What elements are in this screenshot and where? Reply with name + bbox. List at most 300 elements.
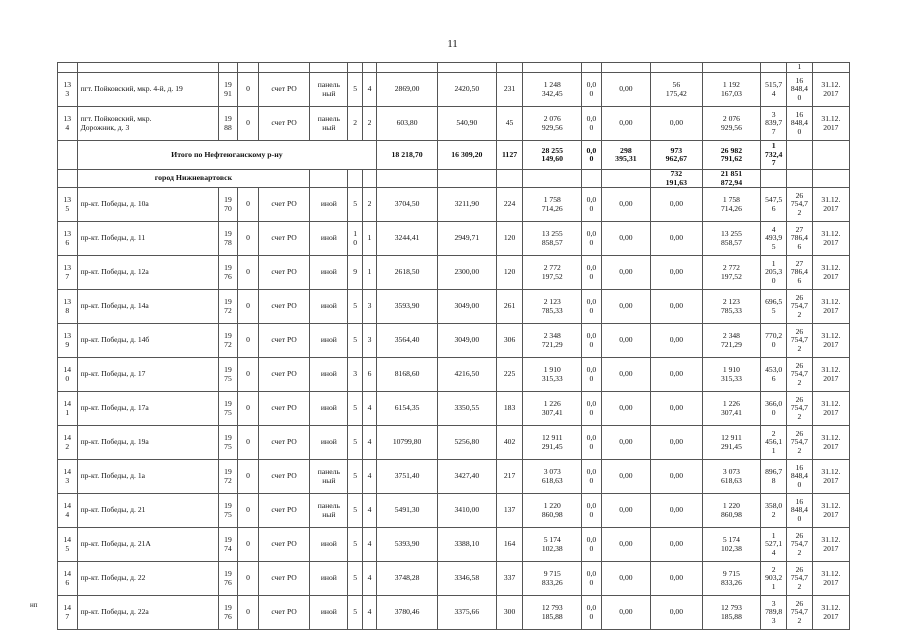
cost-col-d: 1 910 315,33	[702, 358, 761, 392]
total-area: 3593,90	[377, 290, 438, 324]
build-year: 19 75	[218, 358, 238, 392]
max-unit-cost: 26 754,7 2	[787, 324, 813, 358]
residents: 183	[496, 392, 523, 426]
cost-col-a: 0,0 0	[582, 324, 602, 358]
table-row	[58, 324, 850, 358]
cost-col-c: 0,00	[651, 596, 702, 630]
table-row	[58, 494, 850, 528]
address: пр-кт. Победы, д. 22а	[77, 596, 218, 630]
cost-col-d: 2 076 929,56	[702, 107, 761, 141]
zero-col: 0	[238, 188, 259, 222]
residents: 164	[496, 528, 523, 562]
unit-cost: 4 493,9 5	[761, 222, 787, 256]
cost-col-d: 9 715 833,26	[702, 562, 761, 596]
deadline: 31.12. 2017	[812, 460, 849, 494]
district-total-row	[58, 141, 850, 170]
total-cost: 12 911 291,45	[523, 426, 582, 460]
row-number	[58, 170, 78, 188]
cost-col-a: 0,0 0	[582, 107, 602, 141]
residents: 337	[496, 562, 523, 596]
residents: 402	[496, 426, 523, 460]
entrances: 1	[362, 256, 376, 290]
fund-method: счет РО	[258, 222, 309, 256]
total-cost: 2 076 929,56	[523, 107, 582, 141]
max-unit-cost: 16 848,4 0	[787, 107, 813, 141]
build-year: 19 74	[218, 528, 238, 562]
wall-material: иной	[310, 596, 348, 630]
entrances	[362, 170, 376, 188]
residents: 231	[496, 73, 523, 107]
deadline: 31.12. 2017	[812, 426, 849, 460]
address: пр-кт. Победы, д. 12а	[77, 256, 218, 290]
table-row	[58, 358, 850, 392]
cost-col-b: 0,00	[601, 290, 650, 324]
entrances: 6	[362, 358, 376, 392]
zero-col: 0	[238, 324, 259, 358]
fund-method: счет РО	[258, 358, 309, 392]
floors: 5	[348, 324, 362, 358]
floors: 1 0	[348, 222, 362, 256]
fund-method: счет РО	[258, 290, 309, 324]
cost-col-b: 0,00	[601, 596, 650, 630]
cost-col-d: 3 073 618,63	[702, 460, 761, 494]
total-area: 6154,35	[377, 392, 438, 426]
zero-col: 0	[238, 256, 259, 290]
wall-material: панель ный	[310, 73, 348, 107]
deadline	[812, 170, 849, 188]
city-header-row	[58, 170, 850, 188]
deadline: 31.12. 2017	[812, 107, 849, 141]
row-number: 13 8	[58, 290, 78, 324]
max-unit-cost: 26 754,7 2	[787, 392, 813, 426]
total-cost	[523, 170, 582, 188]
unit-cost: 2 903,2 1	[761, 562, 787, 596]
zero-col: 0	[238, 73, 259, 107]
unit-cost: 896,7 8	[761, 460, 787, 494]
table-row	[58, 107, 850, 141]
cost-col-b: 0,00	[601, 494, 650, 528]
total-area: 5393,90	[377, 528, 438, 562]
residents: 300	[496, 596, 523, 630]
row-number: 14 6	[58, 562, 78, 596]
total-cost: 13 255 858,57	[523, 222, 582, 256]
city-label: город Нижневартовск	[77, 170, 310, 188]
unit-cost: 358,0 2	[761, 494, 787, 528]
living-area: 540,90	[437, 107, 496, 141]
entrances: 3	[362, 290, 376, 324]
cost-col-a: 0,0 0	[582, 358, 602, 392]
residents: 306	[496, 324, 523, 358]
deadline: 31.12. 2017	[812, 73, 849, 107]
housing-register-table	[57, 62, 850, 630]
entrances: 4	[362, 494, 376, 528]
address: пр-кт. Победы, д. 21А	[77, 528, 218, 562]
max-unit-cost: 27 786,4 6	[787, 222, 813, 256]
max-unit-cost: 16 848,4 0	[787, 494, 813, 528]
unit-cost: 366,0 0	[761, 392, 787, 426]
row-number: 14 1	[58, 392, 78, 426]
unit-cost: 515,7 4	[761, 73, 787, 107]
cost-col-a: 0,0 0	[582, 562, 602, 596]
deadline: 31.12. 2017	[812, 596, 849, 630]
cost-col-a: 0,0 0	[582, 494, 602, 528]
table-row	[58, 562, 850, 596]
address: пр-кт. Победы, д. 1а	[77, 460, 218, 494]
wall-material: иной	[310, 528, 348, 562]
cost-col-d: 5 174 102,38	[702, 528, 761, 562]
cost-col-c: 0,00	[651, 562, 702, 596]
table-row	[58, 73, 850, 107]
address: пгт. Пойковский, мкр. 4-й, д. 19	[77, 73, 218, 107]
floors: 5	[348, 528, 362, 562]
address: пр-кт. Победы, д. 14б	[77, 324, 218, 358]
total-area	[377, 170, 438, 188]
cost-col-a: 0,0 0	[582, 596, 602, 630]
total-area: 3748,28	[377, 562, 438, 596]
build-year: 19 75	[218, 494, 238, 528]
total-area: 3751,40	[377, 460, 438, 494]
living-area: 3410,00	[437, 494, 496, 528]
wall-material: иной	[310, 256, 348, 290]
address: пгт. Пойковский, мкр. Дорожник, д. 3	[77, 107, 218, 141]
cost-col-a: 0,0 0	[582, 222, 602, 256]
zero-col: 0	[238, 222, 259, 256]
total-cost: 3 073 618,63	[523, 460, 582, 494]
total-total-cost: 28 255 149,60	[523, 141, 582, 170]
deadline	[812, 141, 849, 170]
residents: 120	[496, 256, 523, 290]
cost-col-c: 0,00	[651, 256, 702, 290]
cost-col-b: 0,00	[601, 562, 650, 596]
cost-col-d: 2 772 197,52	[702, 256, 761, 290]
total-area: 10799,80	[377, 426, 438, 460]
row-number: 14 5	[58, 528, 78, 562]
address: пр-кт. Победы, д. 19а	[77, 426, 218, 460]
wall-material: иной	[310, 358, 348, 392]
address: пр-кт. Победы, д. 14а	[77, 290, 218, 324]
address: пр-кт. Победы, д. 21	[77, 494, 218, 528]
zero-col: 0	[238, 528, 259, 562]
wall-material: панель ный	[310, 460, 348, 494]
address: пр-кт. Победы, д. 17а	[77, 392, 218, 426]
table-row	[58, 426, 850, 460]
living-area: 3375,66	[437, 596, 496, 630]
deadline: 31.12. 2017	[812, 222, 849, 256]
build-year: 19 72	[218, 324, 238, 358]
cost-col-b: 0,00	[601, 426, 650, 460]
max-unit-cost: 26 754,7 2	[787, 528, 813, 562]
total-total-area: 18 218,70	[377, 141, 438, 170]
table-row	[58, 290, 850, 324]
row-number: 13 6	[58, 222, 78, 256]
row-number: 14 3	[58, 460, 78, 494]
entrances: 3	[362, 324, 376, 358]
deadline: 31.12. 2017	[812, 528, 849, 562]
floors: 3	[348, 358, 362, 392]
cost-col-c: 0,00	[651, 222, 702, 256]
wall-material: панель ный	[310, 494, 348, 528]
deadline: 31.12. 2017	[812, 562, 849, 596]
floors: 9	[348, 256, 362, 290]
residents	[496, 170, 523, 188]
cost-col-a: 0,0 0	[582, 426, 602, 460]
living-area: 3388,10	[437, 528, 496, 562]
cost-col-c: 0,00	[651, 188, 702, 222]
total-area: 3564,40	[377, 324, 438, 358]
cost-col-d: 1 220 860,98	[702, 494, 761, 528]
entrances: 2	[362, 107, 376, 141]
cost-col-d: 1 226 307,41	[702, 392, 761, 426]
deadline: 31.12. 2017	[812, 290, 849, 324]
total-area: 8168,60	[377, 358, 438, 392]
cost-col-d: 12 911 291,45	[702, 426, 761, 460]
entrances: 2	[362, 188, 376, 222]
table-row	[58, 528, 850, 562]
district-total-label: Итого по Нефтеюганскому р-ну	[77, 141, 377, 170]
cost-col-b: 0,00	[601, 392, 650, 426]
total-area: 603,80	[377, 107, 438, 141]
entrances: 4	[362, 596, 376, 630]
entrances: 4	[362, 73, 376, 107]
cost-col-c: 56 175,42	[651, 73, 702, 107]
build-year: 19 76	[218, 596, 238, 630]
cost-col-a: 0,0 0	[582, 528, 602, 562]
total-area: 3780,46	[377, 596, 438, 630]
living-area: 2300,00	[437, 256, 496, 290]
zero-col: 0	[238, 358, 259, 392]
total-unit-cost: 1 732,4 7	[761, 141, 787, 170]
total-area: 3244,41	[377, 222, 438, 256]
row-number: 13 5	[58, 188, 78, 222]
build-year: 19 72	[218, 290, 238, 324]
cost-col-d: 12 793 185,88	[702, 596, 761, 630]
total-cost-col-b: 298 395,31	[601, 141, 650, 170]
cost-col-c: 0,00	[651, 426, 702, 460]
cost-col-b: 0,00	[601, 358, 650, 392]
living-area: 5256,80	[437, 426, 496, 460]
fund-method: счет РО	[258, 324, 309, 358]
max-unit-cost: 26 754,7 2	[787, 426, 813, 460]
residents: 261	[496, 290, 523, 324]
total-cost-col-a: 0,0 0	[582, 141, 602, 170]
living-area: 3049,00	[437, 324, 496, 358]
fund-method: счет РО	[258, 73, 309, 107]
zero-col: 0	[238, 494, 259, 528]
row-number: 14 0	[58, 358, 78, 392]
cost-col-a: 0,0 0	[582, 290, 602, 324]
address: пр-кт. Победы, д. 10а	[77, 188, 218, 222]
living-area: 3427,40	[437, 460, 496, 494]
floors: 5	[348, 562, 362, 596]
total-area: 2618,50	[377, 256, 438, 290]
total-cost: 9 715 833,26	[523, 562, 582, 596]
wall-material: иной	[310, 562, 348, 596]
deadline: 31.12. 2017	[812, 324, 849, 358]
build-year: 19 75	[218, 426, 238, 460]
unit-cost: 453,0 6	[761, 358, 787, 392]
cost-col-d: 13 255 858,57	[702, 222, 761, 256]
max-unit-cost: 27 786,4 6	[787, 256, 813, 290]
build-year: 19 72	[218, 460, 238, 494]
unit-cost: 770,2 0	[761, 324, 787, 358]
living-area: 2420,50	[437, 73, 496, 107]
max-unit-cost: 16 848,4 0	[787, 460, 813, 494]
zero-col: 0	[238, 426, 259, 460]
build-year: 19 91	[218, 73, 238, 107]
wall-material: иной	[310, 426, 348, 460]
total-cost: 2 772 197,52	[523, 256, 582, 290]
cost-col-b: 0,00	[601, 256, 650, 290]
living-area: 4216,50	[437, 358, 496, 392]
cost-col-a: 0,0 0	[582, 188, 602, 222]
table-row	[58, 392, 850, 426]
total-cost-col-c: 973 962,67	[651, 141, 702, 170]
cost-col-c: 0,00	[651, 460, 702, 494]
table-row	[58, 460, 850, 494]
cost-col-c: 0,00	[651, 107, 702, 141]
fund-method: счет РО	[258, 392, 309, 426]
fund-method: счет РО	[258, 426, 309, 460]
unit-cost: 547,5 6	[761, 188, 787, 222]
cost-col-a	[582, 170, 602, 188]
floors: 2	[348, 107, 362, 141]
total-cost: 2 348 721,29	[523, 324, 582, 358]
fund-method: счет РО	[258, 460, 309, 494]
unit-cost: 3 839,7 7	[761, 107, 787, 141]
fund-method: счет РО	[258, 528, 309, 562]
total-cost: 12 793 185,88	[523, 596, 582, 630]
wall-material: иной	[310, 392, 348, 426]
floors	[348, 170, 362, 188]
cost-col-c: 0,00	[651, 392, 702, 426]
floors: 5	[348, 188, 362, 222]
unit-cost: 2 456,1 1	[761, 426, 787, 460]
total-area: 3704,50	[377, 188, 438, 222]
total-cost: 5 174 102,38	[523, 528, 582, 562]
row-number: 13 7	[58, 256, 78, 290]
residents: 225	[496, 358, 523, 392]
continuation-row	[58, 63, 850, 73]
max-unit-cost	[787, 141, 813, 170]
row-number: 13 4	[58, 107, 78, 141]
address: пр-кт. Победы, д. 11	[77, 222, 218, 256]
row-number: 13 3	[58, 73, 78, 107]
entrances: 1	[362, 222, 376, 256]
cost-col-c: 0,00	[651, 528, 702, 562]
cost-col-b: 0,00	[601, 73, 650, 107]
deadline: 31.12. 2017	[812, 256, 849, 290]
table-row	[58, 188, 850, 222]
city-total-cost-c: 732 191,63	[651, 170, 702, 188]
floors: 5	[348, 392, 362, 426]
footer-code: нп	[30, 601, 38, 609]
wall-material: иной	[310, 290, 348, 324]
total-cost: 1 220 860,98	[523, 494, 582, 528]
zero-col: 0	[238, 107, 259, 141]
cost-col-a: 0,0 0	[582, 256, 602, 290]
total-cost-col-d: 26 982 791,62	[702, 141, 761, 170]
build-year: 19 88	[218, 107, 238, 141]
total-living-area: 16 309,20	[437, 141, 496, 170]
build-year: 19 76	[218, 256, 238, 290]
wall-material: панель ный	[310, 107, 348, 141]
residents: 137	[496, 494, 523, 528]
deadline: 31.12. 2017	[812, 358, 849, 392]
max-unit-cost: 26 754,7 2	[787, 358, 813, 392]
cost-col-c: 0,00	[651, 290, 702, 324]
cost-col-b: 0,00	[601, 222, 650, 256]
cost-col-c: 0,00	[651, 494, 702, 528]
deadline: 31.12. 2017	[812, 188, 849, 222]
cost-col-a: 0,0 0	[582, 460, 602, 494]
zero-col: 0	[238, 596, 259, 630]
cost-col-c: 0,00	[651, 324, 702, 358]
residents: 45	[496, 107, 523, 141]
residents: 217	[496, 460, 523, 494]
zero-col: 0	[238, 392, 259, 426]
living-area: 3049,00	[437, 290, 496, 324]
total-area: 2869,00	[377, 73, 438, 107]
address: пр-кт. Победы, д. 22	[77, 562, 218, 596]
unit-cost: 3 789,8 3	[761, 596, 787, 630]
cost-col-b	[601, 170, 650, 188]
total-cost: 1 910 315,33	[523, 358, 582, 392]
wall-material	[310, 170, 348, 188]
residents: 224	[496, 188, 523, 222]
build-year: 19 78	[218, 222, 238, 256]
deadline: 31.12. 2017	[812, 392, 849, 426]
living-area	[437, 170, 496, 188]
living-area: 3346,58	[437, 562, 496, 596]
floors: 5	[348, 460, 362, 494]
total-residents: 1127	[496, 141, 523, 170]
cost-col-b: 0,00	[601, 188, 650, 222]
table-row	[58, 222, 850, 256]
living-area: 3211,90	[437, 188, 496, 222]
build-year: 19 70	[218, 188, 238, 222]
zero-col: 0	[238, 562, 259, 596]
continuation-cell: 1	[787, 63, 813, 73]
cost-col-d: 2 123 785,33	[702, 290, 761, 324]
row-number	[58, 141, 78, 170]
row-number: 14 7	[58, 596, 78, 630]
row-number: 14 2	[58, 426, 78, 460]
cost-col-a: 0,0 0	[582, 73, 602, 107]
living-area: 2949,71	[437, 222, 496, 256]
total-cost: 1 248 342,45	[523, 73, 582, 107]
max-unit-cost: 26 754,7 2	[787, 596, 813, 630]
unit-cost: 696,5 5	[761, 290, 787, 324]
cost-col-d: 2 348 721,29	[702, 324, 761, 358]
floors: 5	[348, 426, 362, 460]
unit-cost	[761, 170, 787, 188]
floors: 5	[348, 73, 362, 107]
max-unit-cost: 26 754,7 2	[787, 562, 813, 596]
max-unit-cost	[787, 170, 813, 188]
fund-method: счет РО	[258, 562, 309, 596]
fund-method: счет РО	[258, 494, 309, 528]
table-row	[58, 596, 850, 630]
cost-col-b: 0,00	[601, 528, 650, 562]
row-number: 14 4	[58, 494, 78, 528]
table-row	[58, 256, 850, 290]
city-total-cost-d: 21 851 872,94	[702, 170, 761, 188]
wall-material: иной	[310, 222, 348, 256]
floors: 5	[348, 596, 362, 630]
zero-col: 0	[238, 460, 259, 494]
cost-col-b: 0,00	[601, 324, 650, 358]
unit-cost: 1 527,1 4	[761, 528, 787, 562]
